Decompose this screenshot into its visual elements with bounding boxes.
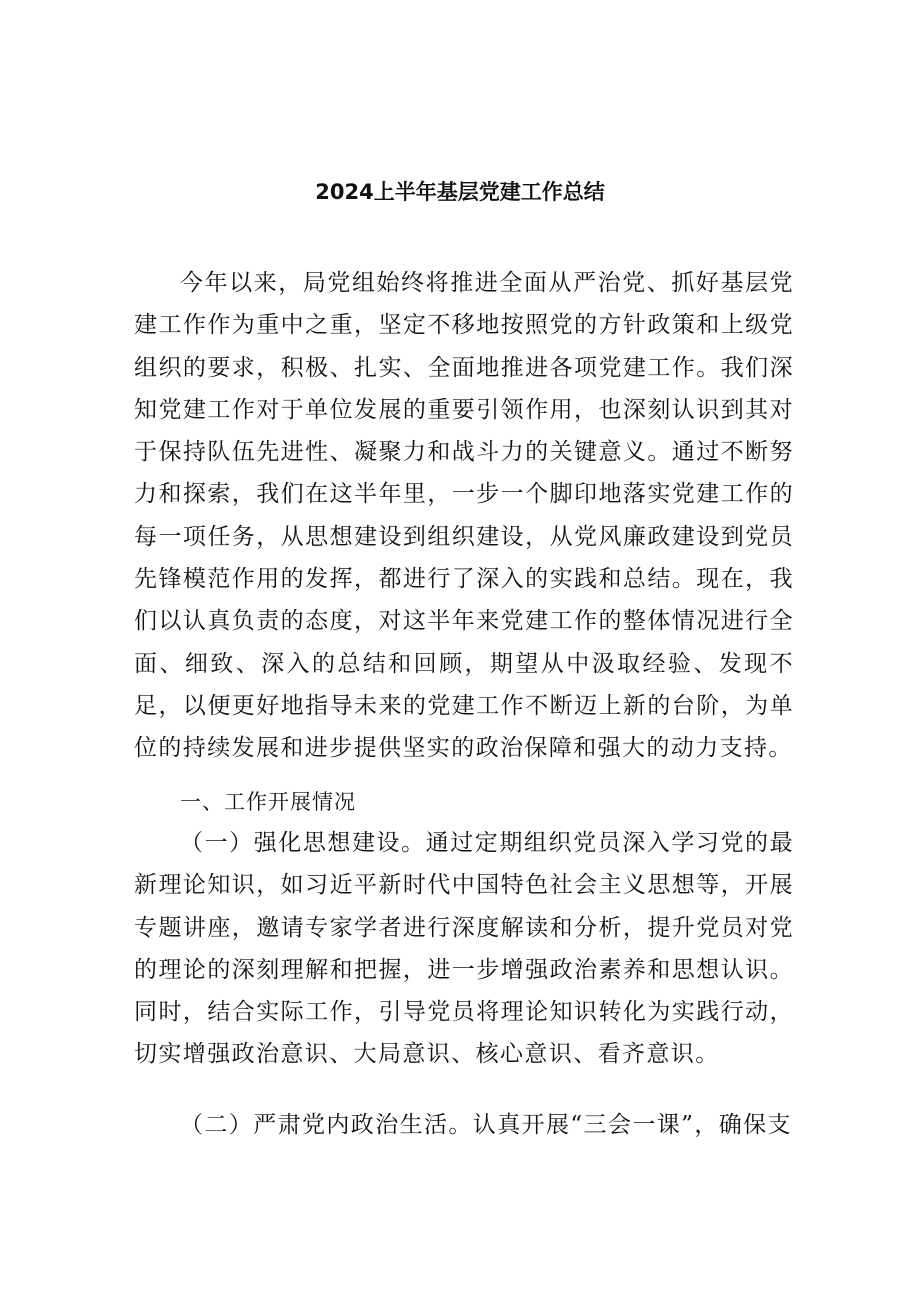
document-title: 2024上半年基层党建工作总结 — [315, 180, 605, 204]
intro-paragraph: 今年以来，局党组始终将推进全面从严治党、抓好基层党建工作作为重中之重，坚定不移地按照党的方针政策和上级党组织的要求，积极、扎实、全面地推进各项党建工作。我们深知党建工作对于单位发展的重要引领作用，也深刻认识到其对于保持队伍先进性、凝聚力和战斗力的关键意义。通过不断努力和探索，我们在这半年里，一步一个脚印地落实党建工作的每一项任务，从思想建设到组织建设，从党风廉政建设到党员先锋模范作用的发挥，都进行了深入的实践和总结。现在，我们以认真负责的态度，对这半年来党建工作的整体情况进行全面、细致、深入的总结和回顾，期望从中汲取经验、发现不足，以便更好地指导未来的党建工作不断迈上新的台阶，为单位的持续发展和进步提供坚实的政治保障和强大的动力支持。 — [134, 270, 794, 762]
item-2-paragraph: （二）严肃党内政治生活。认真开展“三会一课”，确保支 — [180, 1112, 792, 1138]
item-1-paragraph: （一）强化思想建设。通过定期组织党员深入学习党的最新理论知识，如习近平新时代中国特色社会主义思想等，开展专题讲座，邀请专家学者进行深度解读和分析，提升党员对党的理论的深刻理解和把握，进一步增强政治素养和思想认识。同时，结合实际工作，引导党员将理论知识转化为实践行动，切实增强政治意识、大局意识、核心意识、看齐意识。 — [134, 830, 794, 1068]
section-heading-work-progress: 一、工作开展情况 — [180, 790, 356, 814]
